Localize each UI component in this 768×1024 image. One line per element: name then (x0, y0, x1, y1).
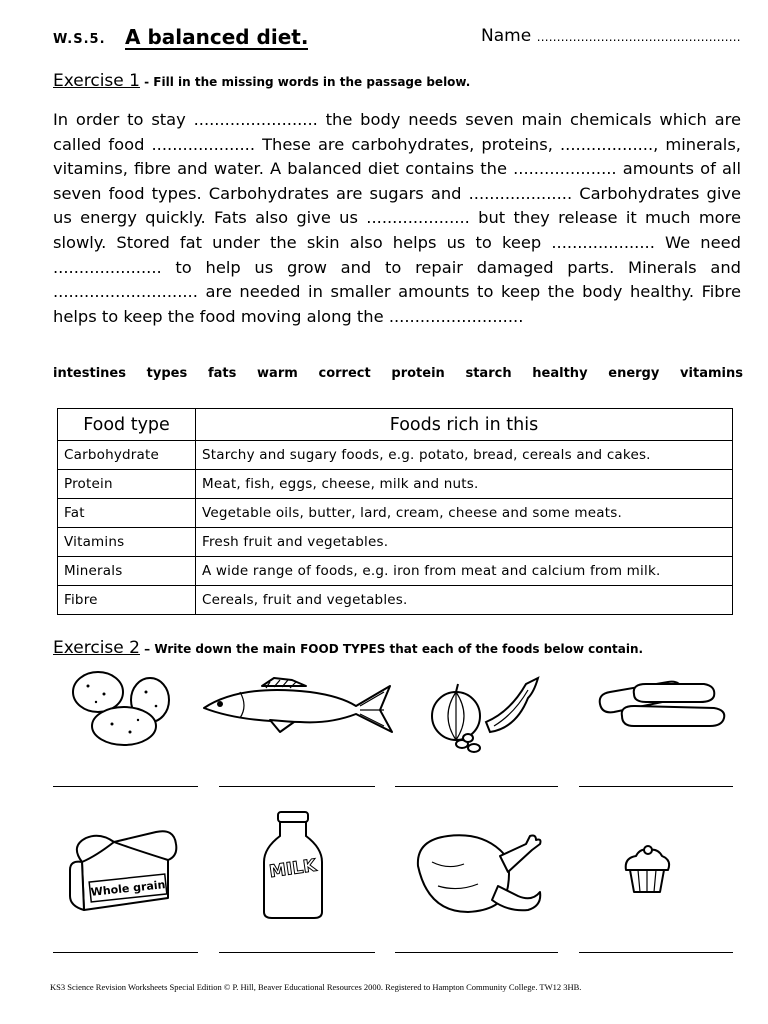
exercise-2-label: Exercise 2 (53, 638, 140, 658)
word-bank-item: healthy (532, 366, 588, 381)
foods-rich-cell: Starchy and sugary foods, e.g. potato, bread, cereals and cakes. (196, 441, 733, 470)
word-bank-item: warm (257, 366, 298, 381)
answer-line-7[interactable] (395, 952, 558, 953)
word-bank-item: fats (207, 366, 237, 381)
exercise-2-heading (53, 638, 643, 658)
answer-line-8[interactable] (579, 952, 733, 953)
worksheet-title: A balanced diet. (125, 25, 309, 49)
foods-rich-cell: Fresh fruit and vegetables. (196, 528, 733, 557)
food-type-cell: Protein (58, 470, 196, 499)
exercise-1-instruction: - Fill in the missing words in the passage below. (139, 75, 471, 89)
foods-rich-cell: A wide range of foods, e.g. iron from meat and calcium from milk. (196, 557, 733, 586)
copyright-footer: KS3 Science Revision Worksheets Special Edition © P. Hill, Beaver Educational Resources 2000. Registered to Hampton Community College. TW12 3HB. (50, 982, 582, 992)
column-header-food-type: Food type (58, 409, 196, 441)
answer-line-1[interactable] (53, 786, 198, 787)
roast-chicken-drawing (408, 826, 554, 918)
word-bank-item: vitamins (680, 366, 743, 381)
table-row (58, 441, 733, 470)
bread-label: Whole grain (90, 878, 166, 899)
worksheet-header (53, 26, 743, 56)
answer-line-5[interactable] (53, 952, 198, 953)
word-bank-item: starch (465, 366, 512, 381)
word-bank-item: protein (391, 366, 445, 381)
table-header-row (58, 409, 733, 441)
food-type-cell: Fat (58, 499, 196, 528)
answer-line-6[interactable] (219, 952, 375, 953)
table-row (58, 586, 733, 615)
name-label: Name (481, 26, 532, 46)
food-types-table (57, 408, 733, 615)
fish-drawing (200, 676, 396, 738)
cupcake-drawing (622, 844, 672, 896)
column-header-foods-rich: Foods rich in this (196, 409, 733, 441)
food-type-cell: Carbohydrate (58, 441, 196, 470)
food-type-cell: Minerals (58, 557, 196, 586)
milk-label: MILK (268, 855, 318, 883)
table-row (58, 499, 733, 528)
sausages-drawing (594, 668, 730, 730)
name-field (481, 26, 741, 46)
exercise-2-instruction: – Write down the main FOOD TYPES that each of the foods below contain. (139, 642, 644, 656)
word-bank-item: types (146, 366, 188, 381)
fill-in-passage: In order to stay ........................ the body needs seven main chemicals which are called food .................... These are carbohydrates, proteins, .................., minerals, vitamins, fibre and water. A balanced diet contains the .................... amounts of all seven food types. Carbohydrates are sugars and .................... Carbohydrates give us energy quickly. Fats also give us .................... but they release it much more slowly. Stored fat under the skin also helps us to keep .................... We need ..................... to help us grow and to repair damaged parts. Minerals and ............................ are needed in smaller amounts to keep the body healthy. Fibre helps to keep the food moving along the .......................... (53, 110, 741, 326)
onion-banana-nuts-drawing (428, 672, 544, 756)
word-bank-item: correct (318, 366, 371, 381)
foods-rich-cell: Vegetable oils, butter, lard, cream, cheese and some meats. (196, 499, 733, 528)
worksheet-code: W.S.5. (53, 32, 106, 47)
table-row (58, 470, 733, 499)
exercise-1-heading (53, 71, 470, 91)
foods-rich-cell: Cereals, fruit and vegetables. (196, 586, 733, 615)
table-row (58, 528, 733, 557)
food-type-cell: Fibre (58, 586, 196, 615)
answer-line-4[interactable] (579, 786, 733, 787)
answer-line-2[interactable] (219, 786, 375, 787)
answer-line-3[interactable] (395, 786, 558, 787)
foods-rich-cell: Meat, fish, eggs, cheese, milk and nuts. (196, 470, 733, 499)
table-row (58, 557, 733, 586)
milk-bottle-drawing (258, 808, 328, 920)
word-bank-item: energy (608, 366, 660, 381)
potatoes-drawing (68, 668, 172, 748)
name-blank: …………………………………………… (536, 30, 741, 44)
word-bank (53, 366, 743, 381)
exercise-1-label: Exercise 1 (53, 71, 140, 91)
bread-loaf-drawing (64, 826, 184, 916)
food-type-cell: Vitamins (58, 528, 196, 557)
word-bank-item: intestines (53, 366, 126, 381)
